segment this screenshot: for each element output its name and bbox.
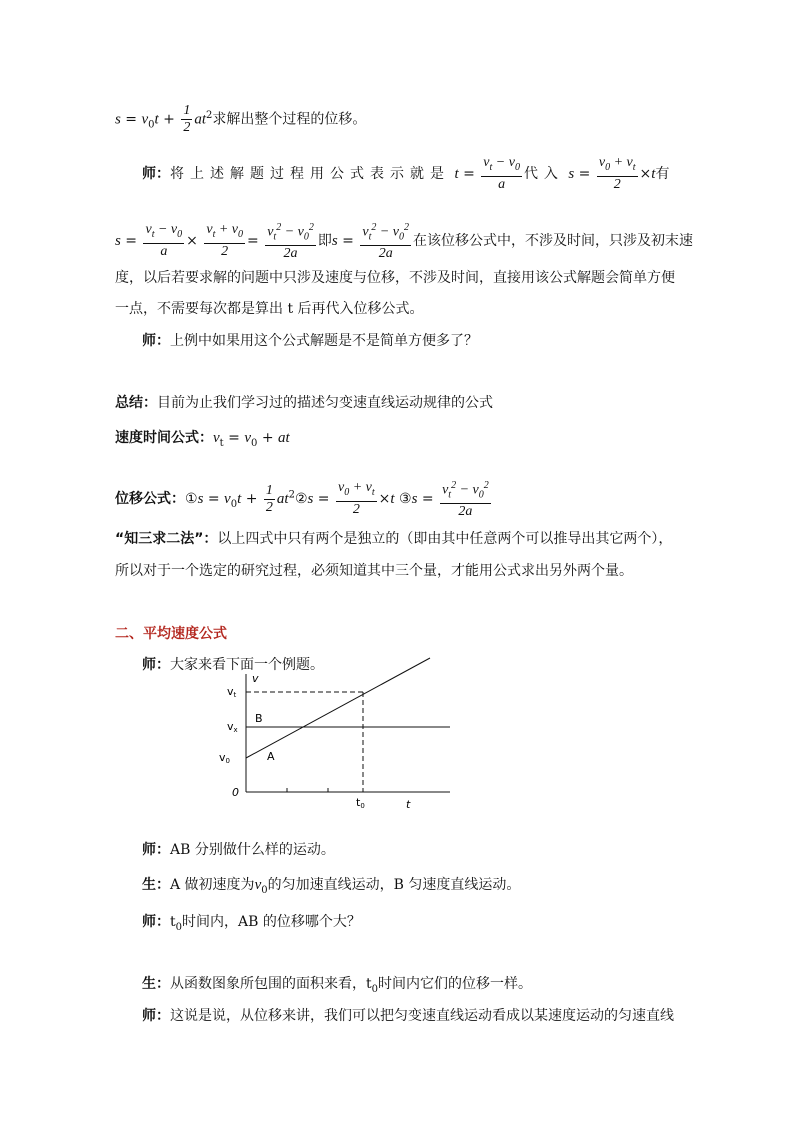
speaker-label: 师：: [142, 842, 170, 858]
q1-text: 大家来看下面一个例题。: [170, 657, 324, 673]
answer-5: 生：从函数图象所包围的面积来看，$t_0$时间内它们的位移一样。: [142, 976, 533, 995]
v0-label: v0: [219, 751, 230, 765]
circle-2: ②: [294, 491, 308, 508]
text-p2c: 有: [655, 165, 670, 182]
text-p3a: 即: [317, 233, 332, 250]
t0-label: t0: [356, 796, 365, 810]
summary-text: 目前为止我们学习过的描述匀变速直线运动规律的公式: [157, 395, 493, 411]
question-6: [142, 1006, 674, 1026]
paragraph-p6: [142, 331, 478, 351]
rule-label: “知三求二法”：: [115, 531, 218, 547]
circle-3: ③: [399, 491, 412, 508]
paragraph-p2: 师：将上述解题过程用公式表示就是 t = $\frac{v_t - v_0}{a}$ 代入 s = $\frac{v_0 + v_t}{2}$ ×t有: [142, 155, 670, 192]
displacement-formulas: 位移公式：①s = $v_0t$ + $\frac{1}{2}$ $at^2②s$ = $\frac{v_0 + v_t}{2}$ ×t ③s = $\frac{v_t^2 - v_0^2}{2a}$: [115, 480, 489, 520]
q5-text-a: 从函数图象所包围的面积来看，: [170, 976, 366, 992]
text-p2b: 代入: [523, 165, 564, 182]
speaker-label: 师：: [142, 165, 170, 182]
speaker-label: 师：: [142, 657, 170, 673]
origin-label: 0: [232, 786, 239, 799]
paragraph-p5: 一点，不需要每次都是算出 t 后再代入位移公式。: [115, 301, 424, 317]
paragraph-p4: 度，以后若要求解的问题中只涉及速度与位移，不涉及时间，直接用该公式解题会简单方便: [115, 270, 675, 286]
text-p6: 上例中如果用这个公式解题是不是简单方便多了？: [170, 333, 478, 349]
text-p3b: 在该位移公式中，不涉及时间，只涉及初末速: [413, 233, 694, 250]
section-heading: 二、平均速度公式: [115, 626, 227, 642]
q3-text-a: A 做初速度为: [170, 877, 255, 893]
vt-label: vt: [227, 685, 237, 699]
text-p2a: 将上述解题过程用公式表示就是: [170, 165, 450, 182]
line-a: [246, 658, 430, 758]
summary-line: [115, 393, 493, 413]
rule-text: 以上四式中只有两个是独立的（即由其中任意两个可以推导出其它两个），: [217, 531, 673, 547]
velocity-label: 速度时间公式：: [115, 430, 213, 446]
speaker-label: 生：: [142, 976, 170, 992]
formula-line-1: $s = v_0t$ + $\frac{1}{2}$ $at^2$求解出整个过程的位移。: [115, 103, 367, 135]
paragraph-p3: s = $\frac{v_t - v_0}{a}$ × $\frac{v_t + v_0}{2}$ = $\frac{v_t^2 - v_0^2}{2a}$ 即s = $\frac{v_t^2 - v_0^2}{2a}$ 在该位移公式中，不涉及时间，只涉及初末速: [115, 222, 694, 262]
speaker-label: 生：: [142, 877, 170, 893]
label-a: A: [267, 750, 275, 763]
displacement-label: 位移公式：: [115, 491, 185, 508]
q4-text: 时间内，AB 的位移哪个大？: [182, 914, 361, 930]
speaker-label: 师：: [142, 1008, 170, 1024]
rule-line: [115, 529, 672, 549]
q3-text-b: 的匀加速直线运动，B 匀速度直线运动。: [267, 877, 521, 893]
velocity-formula: 速度时间公式：$v_t = v_0$ + at: [115, 430, 290, 449]
speaker-label: 师：: [142, 333, 170, 349]
x-axis-label: t: [406, 798, 411, 811]
q5-text-b: 时间内它们的位移一样。: [378, 976, 533, 992]
summary-label: 总结：: [115, 395, 157, 411]
question-2: [142, 840, 335, 860]
q2-text: AB 分别做什么样的运动。: [170, 842, 335, 858]
q6-text: 这说是说，从位移来讲，我们可以把匀变速直线运动看成以某速度运动的匀速直线: [170, 1008, 674, 1024]
y-axis-label: v: [252, 672, 259, 685]
question-4: 师：$t_0$时间内，AB 的位移哪个大？: [142, 914, 361, 933]
answer-3: 生：A 做初速度为$v_0$的匀加速直线运动，B 匀速度直线运动。: [142, 877, 521, 896]
circle-1: ①: [185, 491, 198, 508]
velocity-time-graph: [210, 650, 460, 820]
vx-label: vx: [227, 720, 238, 734]
rule-line-2: 所以对于一个选定的研究过程，必须知道其中三个量，才能用公式求出另外两个量。: [115, 563, 633, 579]
text-p1: 求解出整个过程的位移。: [212, 111, 367, 128]
speaker-label: 师：: [142, 914, 170, 930]
label-b: B: [255, 712, 263, 725]
